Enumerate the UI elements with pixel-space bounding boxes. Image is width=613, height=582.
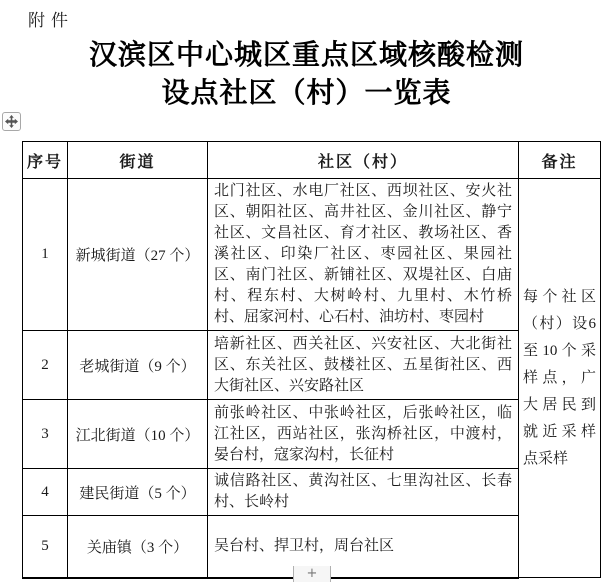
row-5-communities[interactable]: 吴台村、捍卫村，周台社区 <box>208 516 519 578</box>
attachment-label: 附件 <box>28 11 74 30</box>
row-2-communities[interactable]: 培新社区、西关社区、兴安社区、大北街社区、东关社区、鼓楼社区、五星街社区、西大街社区、兴安路社区 <box>208 331 519 400</box>
header-no[interactable]: 序号 <box>23 142 68 179</box>
row-5-no[interactable]: 5 <box>23 516 68 578</box>
row-4-no[interactable]: 4 <box>23 469 68 516</box>
table-row <box>23 400 601 469</box>
header-street[interactable]: 街道 <box>68 142 208 179</box>
remark-cell[interactable]: 每个社区（村）设6至10个采样点，广大居民到就近采样点采样 <box>519 179 601 578</box>
plus-icon: + <box>306 566 318 581</box>
move-cross-arrows-icon <box>5 115 18 128</box>
row-5-street[interactable]: 关庙镇（3 个） <box>68 516 208 578</box>
page-title <box>0 36 613 112</box>
row-2-no[interactable]: 2 <box>23 331 68 400</box>
row-3-no[interactable]: 3 <box>23 400 68 469</box>
row-1-street[interactable]: 新城街道（27 个） <box>68 179 208 331</box>
row-4-communities[interactable]: 诚信路社区、黄沟社区、七里沟社区、长春村、长岭村 <box>208 469 519 516</box>
communities-table <box>22 141 601 579</box>
row-2-street[interactable]: 老城街道（9 个） <box>68 331 208 400</box>
table-row <box>23 179 601 331</box>
table-row <box>23 469 601 516</box>
row-1-no[interactable]: 1 <box>23 179 68 331</box>
row-4-street[interactable]: 建民街道（5 个） <box>68 469 208 516</box>
page-title-line-1: 汉滨区中心城区重点区域核酸检测 <box>88 39 524 70</box>
page-title-line-2: 设点社区（村）一览表 <box>161 77 452 108</box>
row-1-communities[interactable]: 北门社区、水电厂社区、西坝社区、安火社区、朝阳社区、高井社区、金川社区、静宁社区、文昌社区、育才社区、教场社区、香溪社区、印染厂社区、枣园社区、果园社区、南门社区、新铺社区、双堤社区、白庙村、程东村、大树岭村、九里村、木竹桥村、屈家河村、心石村、油坊村、枣园村 <box>208 179 519 331</box>
header-community[interactable]: 社区（村） <box>208 142 519 179</box>
table-move-handle[interactable] <box>2 112 21 131</box>
row-3-street[interactable]: 江北街道（10 个） <box>68 400 208 469</box>
bottom-plus-button[interactable] <box>293 566 331 582</box>
table-header-row <box>23 142 601 179</box>
table-row <box>23 331 601 400</box>
row-3-communities[interactable]: 前张岭社区、中张岭社区，后张岭社区，临江社区，西站社区，张沟桥社区，中渡村，晏台村，寇家沟村，长征村 <box>208 400 519 469</box>
header-remark[interactable]: 备注 <box>519 142 601 179</box>
